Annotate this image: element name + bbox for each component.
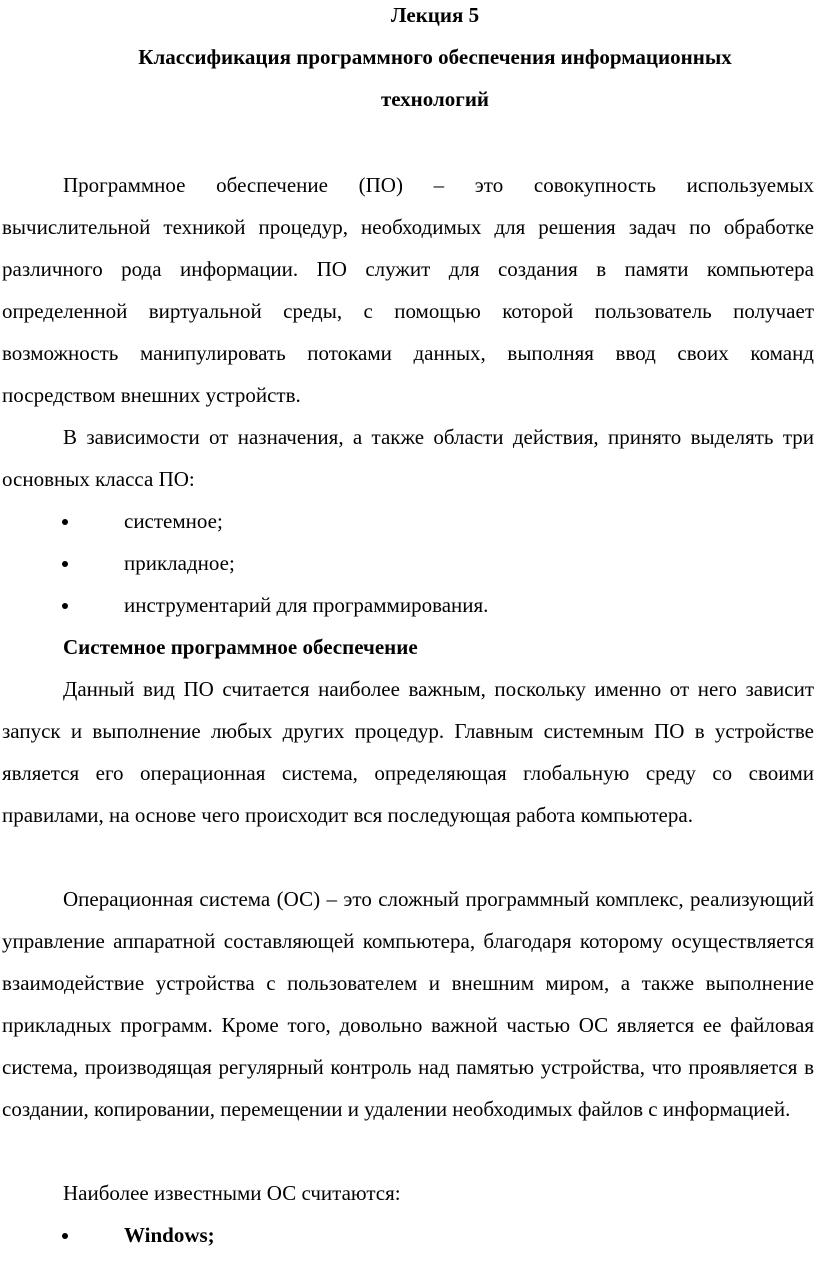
paragraph-classes-intro: В зависимости от назначения, а также области действия, принято выделять три основных класса ПО: bbox=[2, 425, 814, 491]
paragraph-definition: Программное обеспечение (ПО) – это совокупность используемых вычислительной техникой процедур, необходимых для решения задач по обработке различного рода информации. ПО служит для создания в памяти компьютера определенной виртуальной среды, с помощью которой пользователь получает возможность манипулировать потоками данных, выполняя ввод своих команд посредством внешних устройств. bbox=[2, 173, 814, 407]
list-item-label: системное; bbox=[124, 509, 223, 533]
lecture-title-line-1: Классификация программного обеспечения информационных bbox=[138, 45, 732, 69]
list-item-label: Windows; bbox=[124, 1223, 215, 1247]
list-item-label: инструментарий для программирования. bbox=[124, 593, 489, 617]
list-item bbox=[0, 584, 816, 626]
paragraph-known-os: Наиболее известными ОС считаются: bbox=[63, 1181, 401, 1205]
bullet-icon bbox=[62, 1233, 68, 1239]
list-item-label: прикладное; bbox=[124, 551, 235, 575]
bullet-icon bbox=[62, 561, 68, 567]
list-item bbox=[0, 1214, 816, 1256]
section-heading-system-software: Системное программное обеспечение bbox=[63, 635, 418, 659]
paragraph-operating-system: Операционная система (ОС) – это сложный программный комплекс, реализующий управление аппаратной составляющей компьютера, благодаря которому осуществляется взаимодействие устройства с пользователем и внешним миром, а также выполнение прикладных программ. Кроме того, довольно важной частью ОС является ее файловая система, производящая регулярный контроль над памятью устройства, что проявляется в создании, копировании, перемещении и удалении необходимых файлов с информацией. bbox=[2, 887, 814, 1121]
list-item bbox=[0, 542, 816, 584]
list-item bbox=[0, 500, 816, 542]
paragraph-system-software: Данный вид ПО считается наиболее важным, поскольку именно от него зависит запуск и выполнение любых других процедур. Главным системным ПО в устройстве является его операционная система, определяющая глобальную среду со своими правилами, на основе чего происходит вся последующая работа компьютера. bbox=[2, 677, 814, 827]
bullet-icon bbox=[62, 603, 68, 609]
bullet-icon bbox=[62, 519, 68, 525]
lecture-number: Лекция 5 bbox=[390, 3, 480, 27]
lecture-title-line-2: технологий bbox=[380, 87, 490, 111]
